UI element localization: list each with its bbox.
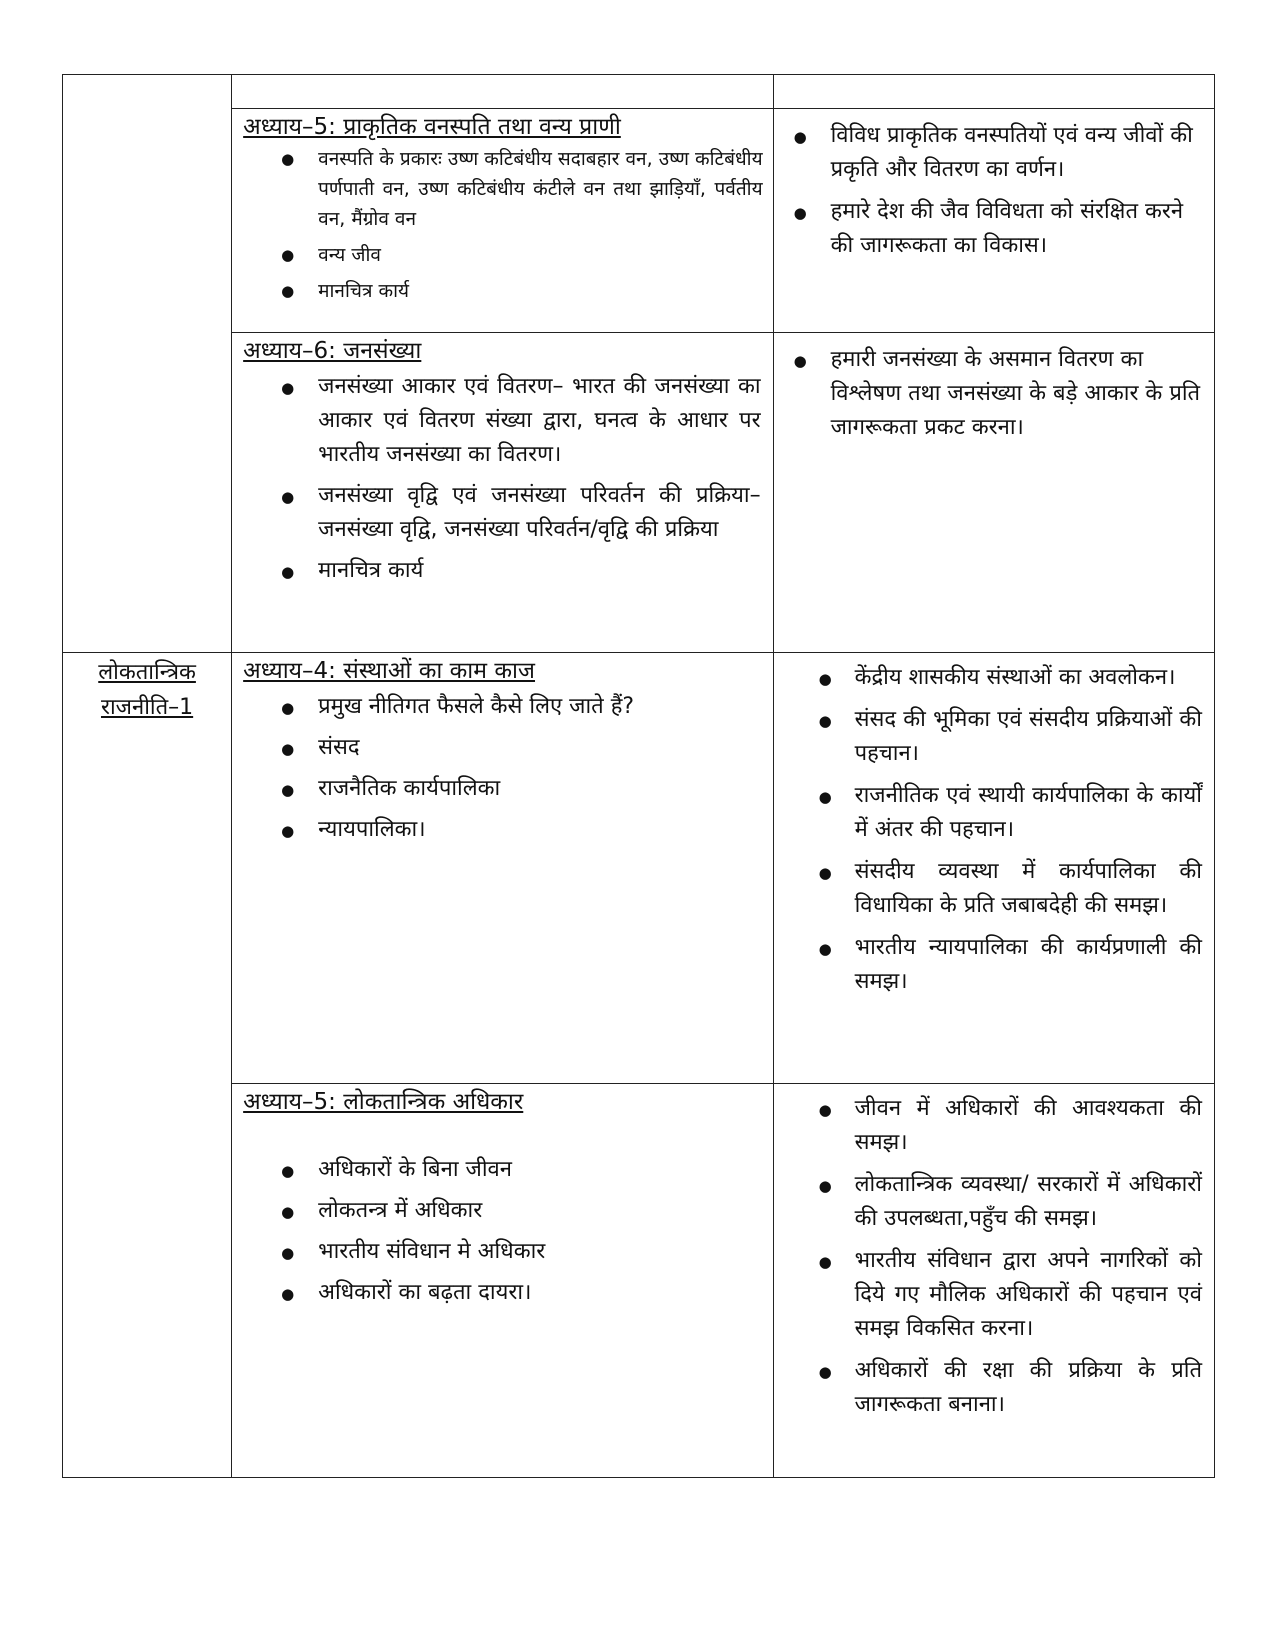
table-row-natural-vegetation — [63, 109, 1215, 333]
syllabus-table — [62, 74, 1215, 1478]
content-cell — [232, 333, 773, 653]
outcome-cell — [773, 109, 1214, 333]
list-item: ● राजनैतिक कार्यपालिका — [318, 772, 760, 806]
list-item: ● संसद की भूमिका एवं संसदीय प्रक्रियाओं की पहचान। — [855, 703, 1202, 771]
table-row-blank — [63, 75, 1215, 109]
content-cell — [232, 109, 773, 333]
outcome-cell — [773, 653, 1214, 1084]
table-row-democratic-rights — [63, 1084, 1215, 1478]
list-item: ● हमारे देश की जैव विविधता को संरक्षित करने की जागरूकता का विकास। — [831, 195, 1202, 263]
list-item: ● विविध प्राकृतिक वनस्पतियों एवं वन्य जीवों की प्रकृति और वितरण का वर्णन। — [831, 119, 1202, 187]
content-cell — [232, 1084, 773, 1478]
list-item: ● संसद — [318, 731, 760, 765]
list-item: ● लोकतन्त्र में अधिकार — [318, 1194, 760, 1228]
outcome-list — [774, 333, 1214, 445]
topic-list — [232, 366, 772, 588]
chapter-title: अध्याय–6: जनसंख्या — [243, 338, 422, 364]
list-item: ● अधिकारों के बिना जीवन — [318, 1153, 760, 1187]
list-item: ● अधिकारों का बढ़ता दायरा। — [318, 1276, 760, 1310]
list-item: ● जीवन में अधिकारों की आवश्यकता की समझ। — [855, 1092, 1202, 1160]
chapter-title: अध्याय–5: प्राकृतिक वनस्पति तथा वन्य प्राणी — [243, 114, 621, 140]
list-item: ● भारतीय संविधान मे अधिकार — [318, 1235, 760, 1269]
subject-cell — [63, 653, 232, 1478]
table-row-population — [63, 333, 1215, 653]
subject-cell-empty — [63, 75, 232, 653]
outcome-cell — [773, 1084, 1214, 1478]
list-item: ● हमारी जनसंख्या के असमान वितरण का विश्लेषण तथा जनसंख्या के बड़े आकार के प्रति जागरूकता प्रकट करना। — [831, 343, 1202, 445]
list-item: ● संसदीय व्यवस्था में कार्यपालिका की विधायिका के प्रति जबाबदेही की समझ। — [855, 855, 1202, 923]
subject-title: लोकतान्त्रिक राजनीति–1 — [98, 660, 196, 720]
topic-list — [232, 686, 772, 847]
list-item: ● राजनीतिक एवं स्थायी कार्यपालिका के कार्यों में अंतर की पहचान। — [855, 779, 1202, 847]
list-item: ● मानचित्र कार्य — [318, 276, 762, 306]
chapter-title: अध्याय–5: लोकतान्त्रिक अधिकार — [243, 1089, 524, 1115]
chapter-title: अध्याय–4: संस्थाओं का काम काज — [243, 658, 536, 684]
topic-list — [232, 1117, 772, 1310]
table-row-institutions — [63, 653, 1215, 1084]
content-cell-empty — [232, 75, 773, 109]
list-item: ● अधिकारों की रक्षा की प्रक्रिया के प्रति जागरूकता बनाना। — [855, 1354, 1202, 1422]
outcome-list — [774, 1084, 1214, 1422]
list-item: ● भारतीय न्यायपालिका की कार्यप्रणाली की समझ। — [855, 931, 1202, 999]
outcome-list — [774, 109, 1214, 263]
list-item: ● केंद्रीय शासकीय संस्थाओं का अवलोकन। — [855, 661, 1202, 695]
content-cell — [232, 653, 773, 1084]
outcome-list — [774, 653, 1214, 999]
list-item: ● जनसंख्या आकार एवं वितरण– भारत की जनसंख्या का आकार एवं वितरण संख्या द्वारा, घनत्व के आधार पर भारतीय जनसंख्या का वितरण। — [318, 370, 760, 472]
list-item: ● न्यायपालिका। — [318, 813, 760, 847]
outcome-cell — [773, 333, 1214, 653]
list-item: ● प्रमुख नीतिगत फैसले कैसे लिए जाते हैं? — [318, 690, 760, 724]
list-item: ● लोकतान्त्रिक व्यवस्था/ सरकारों में अधिकारों की उपलब्धता,पहुँच की समझ। — [855, 1168, 1202, 1236]
list-item: ● वनस्पति के प्रकारः उष्ण कटिबंधीय सदाबहार वन, उष्ण कटिबंधीय पर्णपाती वन, उष्ण कटिबंधीय कंटीले वन तथा झाड़ियाँ, पर्वतीय वन, मैंग्रोव वन — [318, 144, 762, 234]
list-item: ● भारतीय संविधान द्वारा अपने नागरिकों को दिये गए मौलिक अधिकारों की पहचान एवं समझ विकसित करना। — [855, 1244, 1202, 1346]
list-item: ● जनसंख्या वृद्वि एवं जनसंख्या परिवर्तन की प्रक्रिया– जनसंख्या वृद्वि, जनसंख्या परिवर्तन/वृद्वि की प्रक्रिया — [318, 479, 760, 547]
list-item: ● मानचित्र कार्य — [318, 554, 760, 588]
list-item: ● वन्य जीव — [318, 240, 762, 270]
outcome-cell-empty — [773, 75, 1214, 109]
topic-list — [232, 142, 772, 306]
